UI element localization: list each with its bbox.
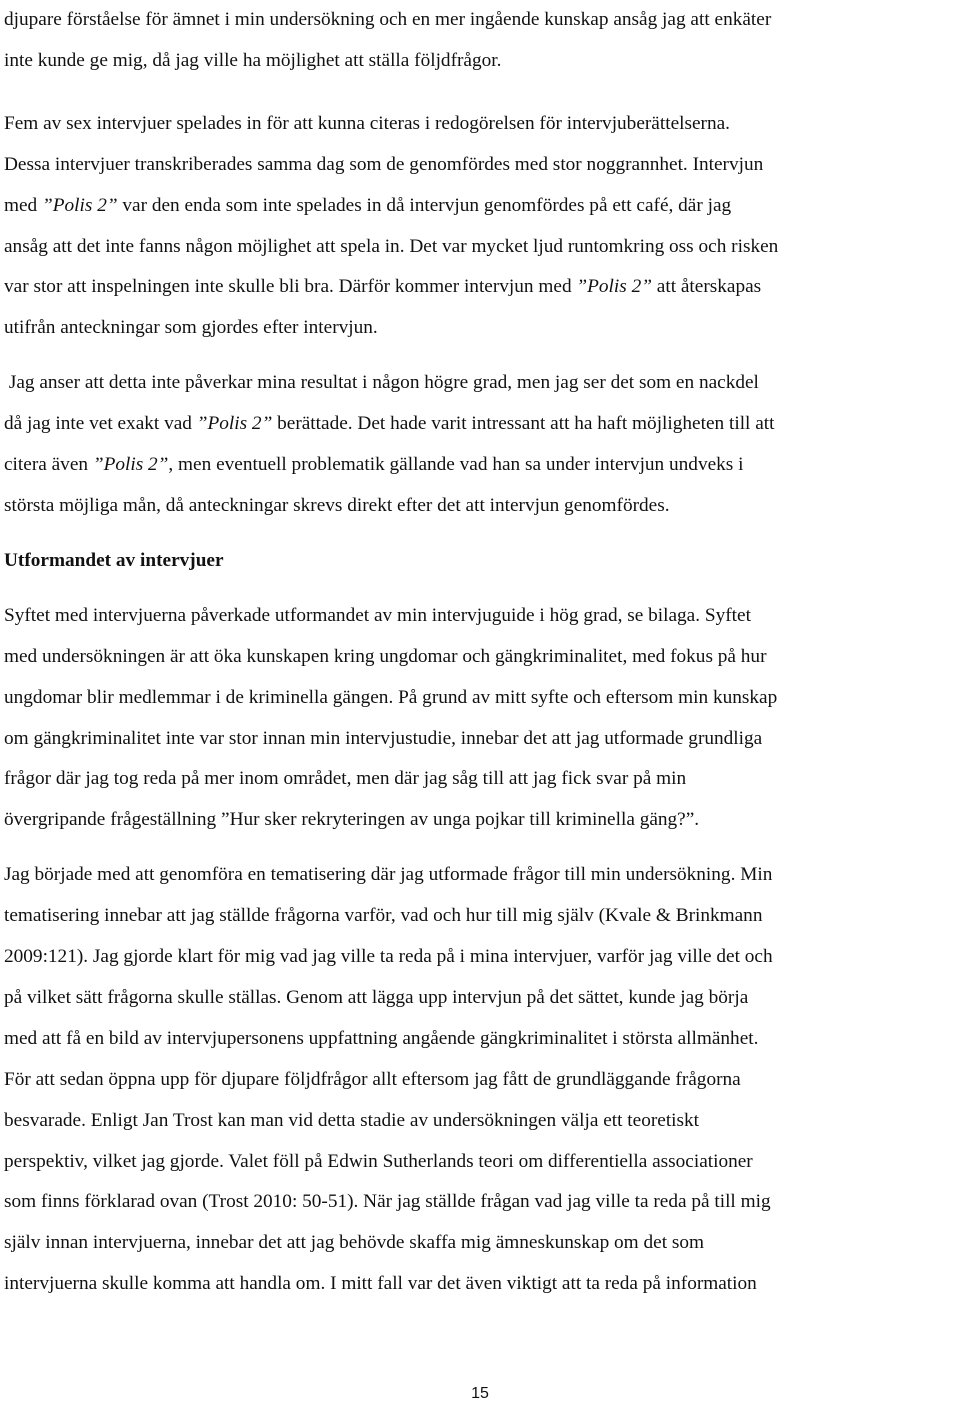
text-line: tematisering innebar att jag ställde frågorna varför, vad och hur till mig själv (Kvale & Brinkmann [4, 905, 763, 927]
text-line: Jag började med att genomföra en tematisering där jag utformade frågor till min undersökning. Min [4, 864, 773, 886]
section-heading: Utformandet av intervjuer [4, 549, 224, 571]
polis-reference: ”Polis 2” [42, 194, 118, 216]
text-line: övergripande frågeställning ”Hur sker rekryteringen av unga pojkar till kriminella gäng?”. [4, 809, 700, 831]
text-line: som finns förklarad ovan (Trost 2010: 50-51). När jag ställde frågan vad jag ville ta reda på till mig [4, 1191, 771, 1213]
text-line: då jag inte vet exakt vad ”Polis 2” berättade. Det hade varit intressant att ha haft möjligheten till att [4, 413, 775, 435]
text-line: på vilket sätt frågorna skulle ställas. Genom att lägga upp intervjun på det sättet, kunde jag börja [4, 986, 749, 1008]
text-line: med att få en bild av intervjupersonens uppfattning angående gängkriminalitet i största allmänhet. [4, 1027, 759, 1049]
polis-reference: ”Polis 2” [196, 413, 273, 435]
text-line: ansåg att det inte fanns någon möjlighet att spela in. Det var mycket ljud runtomkring oss och risken [4, 235, 779, 257]
text-line: besvarade. Enligt Jan Trost kan man vid detta stadie av undersökningen välja ett teoretiskt [4, 1109, 700, 1131]
polis-reference: ”Polis 2” [92, 454, 169, 476]
text-line: citera även ”Polis 2”, men eventuell problematik gällande vad han sa under intervjun undveks i [4, 454, 744, 476]
paragraph-1 [4, 0, 958, 82]
text-line: frågor där jag tog reda på mer inom området, men där jag såg till att jag fick svar på min [4, 768, 687, 790]
text-line: Fem av sex intervjuer spelades in för att kunna citeras i redogörelsen för intervjuberättelserna. [4, 112, 730, 134]
text-line: största möjliga mån, då anteckningar skrevs direkt efter det att intervjun genomfördes. [4, 494, 670, 516]
page-number: 15 [471, 1385, 489, 1402]
text-line: om gängkriminalitet inte var stor innan min intervjustudie, innebar det att jag utformade grundliga [4, 727, 763, 749]
paragraph-4 [4, 596, 958, 841]
text-line: perspektiv, vilket jag gjorde. Valet föll på Edwin Sutherlands teori om differentiella associationer [4, 1150, 753, 1172]
text-line: med undersökningen är att öka kunskapen kring ungdomar och gängkriminalitet, med fokus på hur [4, 645, 767, 667]
text-line: För att sedan öppna upp för djupare följdfrågor allt eftersom jag fått de grundläggande frågorna [4, 1068, 741, 1090]
text-line: med ”Polis 2” var den enda som inte spelades in då intervjun genomfördes på ett café, där jag [4, 194, 732, 216]
text-line: själv innan intervjuerna, innebar det att jag behövde skaffa mig ämneskunskap om det som [4, 1232, 705, 1254]
text-line: Jag anser att detta inte påverkar mina resultat i någon högre grad, men jag ser det som en nackdel [4, 372, 759, 394]
document-page [4, 0, 958, 1305]
text-line: djupare förståelse för ämnet i min undersökning och en mer ingående kunskap ansåg jag att enkäter [4, 9, 772, 30]
text-line: var stor att inspelningen inte skulle bli bra. Därför kommer intervjun med ”Polis 2” att återskapas [4, 276, 762, 298]
paragraph-5 [4, 855, 958, 1305]
text-line: intervjuerna skulle komma att handla om. I mitt fall var det även viktigt att ta reda på information [4, 1273, 757, 1295]
text-line: ungdomar blir medlemmar i de kriminella gängen. På grund av mitt syfte och eftersom min kunskap [4, 686, 778, 708]
text-line: utifrån anteckningar som gjordes efter intervjun. [4, 317, 378, 339]
paragraph-2 [4, 104, 958, 349]
polis-reference: ”Polis 2” [576, 276, 652, 298]
paragraph-3 [4, 363, 958, 527]
text-line: 2009:121). Jag gjorde klart för mig vad jag ville ta reda på i mina intervjuer, varför jag ville det och [4, 946, 773, 968]
text-line: Dessa intervjuer transkriberades samma dag som de genomfördes med stor noggrannhet. Intervjun [4, 153, 764, 175]
text-line: inte kunde ge mig, då jag ville ha möjlighet att ställa följdfrågor. [4, 49, 502, 71]
text-line: Syftet med intervjuerna påverkade utformandet av min intervjuguide i hög grad, se bilaga. Syftet [4, 604, 751, 626]
